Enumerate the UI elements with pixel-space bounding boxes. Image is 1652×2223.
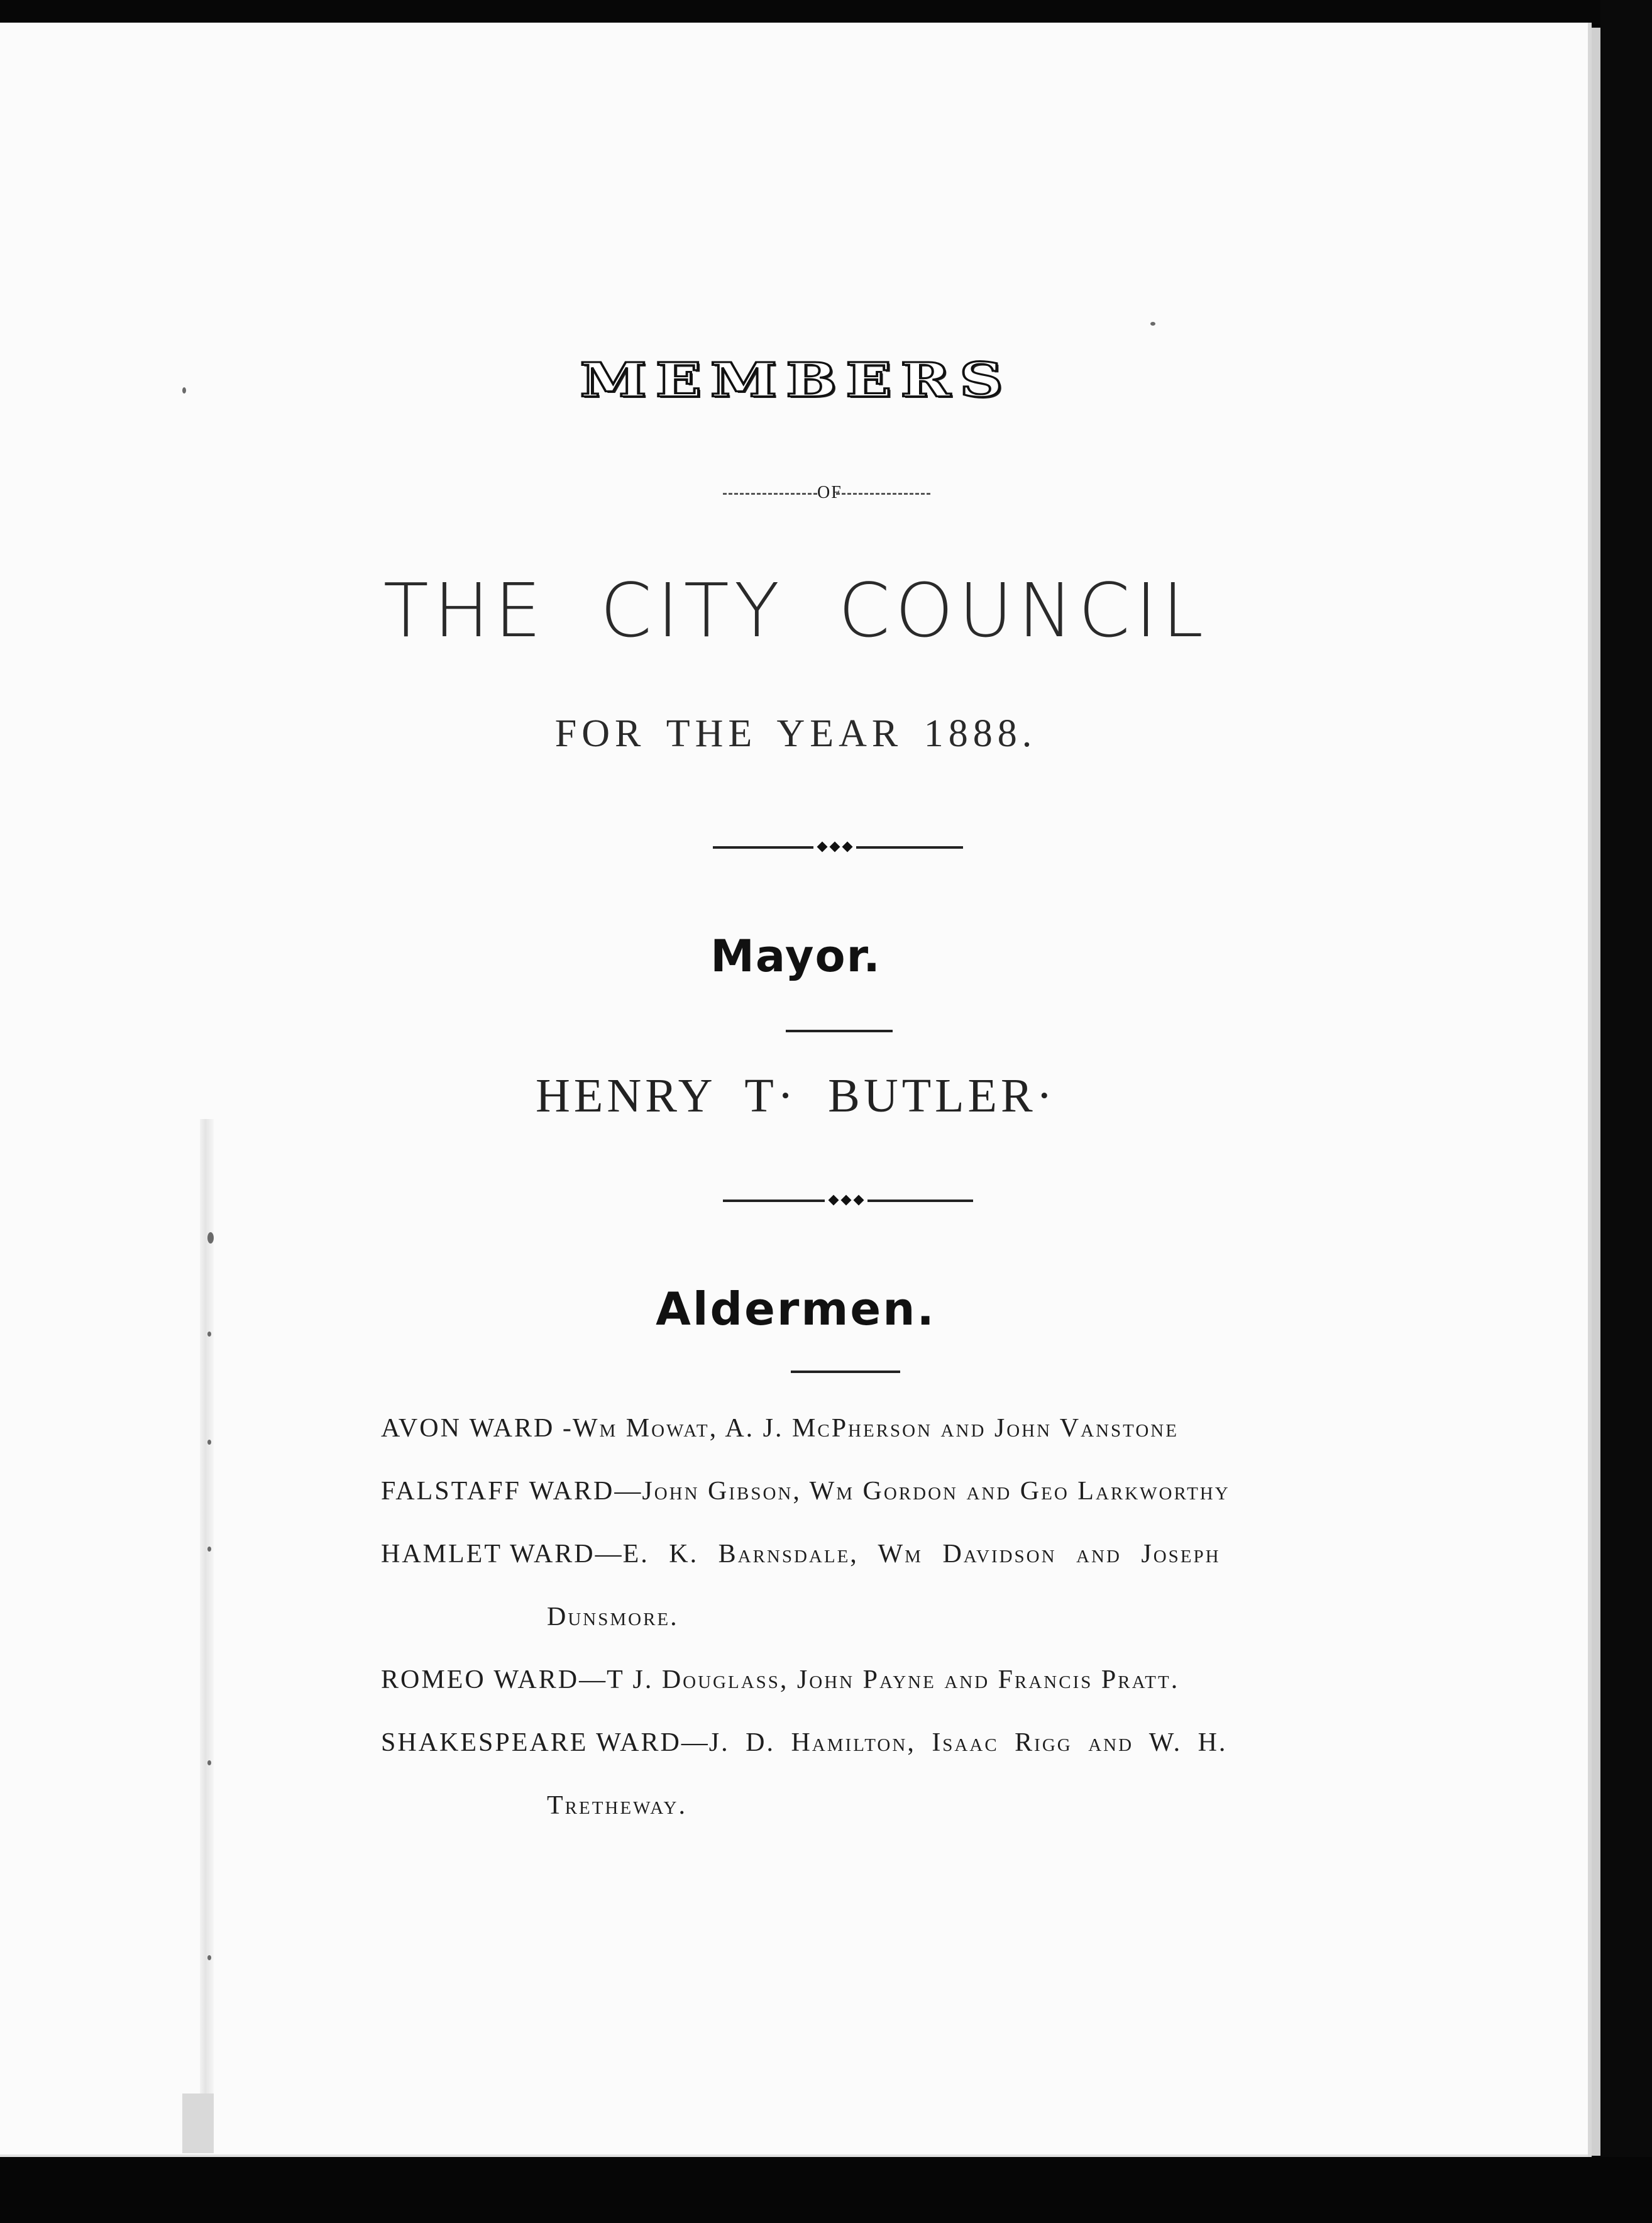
of-rule-left <box>723 493 817 495</box>
ward-entry-avon <box>381 1397 1324 1460</box>
ornamental-divider-2 <box>723 1194 973 1207</box>
ward-separator: — <box>579 1665 607 1694</box>
ward-separator: — <box>614 1477 642 1506</box>
ward-members: J. D. Hamilton, Isaac Rigg and W. H. <box>708 1728 1228 1757</box>
scan-border-top <box>0 0 1652 24</box>
mayor-rule <box>786 1030 893 1032</box>
ward-members: Wm Mowat, A. J. McPherson and John Vanstone <box>572 1414 1179 1443</box>
page-edge <box>1592 28 1600 2156</box>
ward-name: AVON WARD <box>381 1414 555 1443</box>
of-rule-right <box>836 493 930 495</box>
scan-border-bottom <box>0 2157 1652 2223</box>
ward-entry-romeo <box>381 1648 1324 1711</box>
of-divider <box>0 483 1592 504</box>
ward-name: FALSTAFF WARD <box>381 1477 615 1506</box>
ward-entry-shakespeare <box>381 1711 1324 1837</box>
ward-name: ROMEO WARD <box>381 1665 580 1694</box>
ward-members: T J. Douglass, John Payne and Francis Pratt. <box>607 1665 1180 1694</box>
scan-border-right <box>1600 0 1652 2223</box>
ward-separator: - <box>554 1414 573 1443</box>
ward-entry-falstaff <box>381 1460 1324 1523</box>
ward-members-continuation: Tretheway. <box>547 1791 687 1820</box>
ward-list <box>381 1397 1324 1837</box>
council-title: THE CITY COUNCIL <box>383 567 1209 654</box>
ornamental-divider-1 <box>713 841 963 854</box>
binding-shadow <box>182 2093 214 2153</box>
aldermen-heading: Aldermen. <box>656 1282 936 1335</box>
of-text: OF <box>817 483 842 502</box>
ward-separator: — <box>681 1728 709 1757</box>
ward-members-continuation: Dunsmore. <box>547 1602 679 1631</box>
mayor-name: HENRY T· BUTLER· <box>536 1069 1056 1122</box>
ward-entry-hamlet <box>381 1523 1324 1648</box>
ward-separator: — <box>595 1540 623 1569</box>
ward-members: E. K. Barnsdale, Wm Davidson and Joseph <box>622 1540 1221 1569</box>
binding-gutter <box>200 1119 214 2150</box>
ward-members: John Gibson, Wm Gordon and Geo Larkworthy <box>642 1477 1230 1506</box>
aldermen-rule <box>791 1371 900 1373</box>
ward-name: SHAKESPEARE WARD <box>381 1728 681 1757</box>
ward-name: HAMLET WARD <box>381 1540 595 1569</box>
members-heading: MEMBERS <box>580 352 1012 408</box>
year-subtitle: FOR THE YEAR 1888. <box>554 712 1037 755</box>
mayor-heading: Mayor. <box>710 930 881 982</box>
